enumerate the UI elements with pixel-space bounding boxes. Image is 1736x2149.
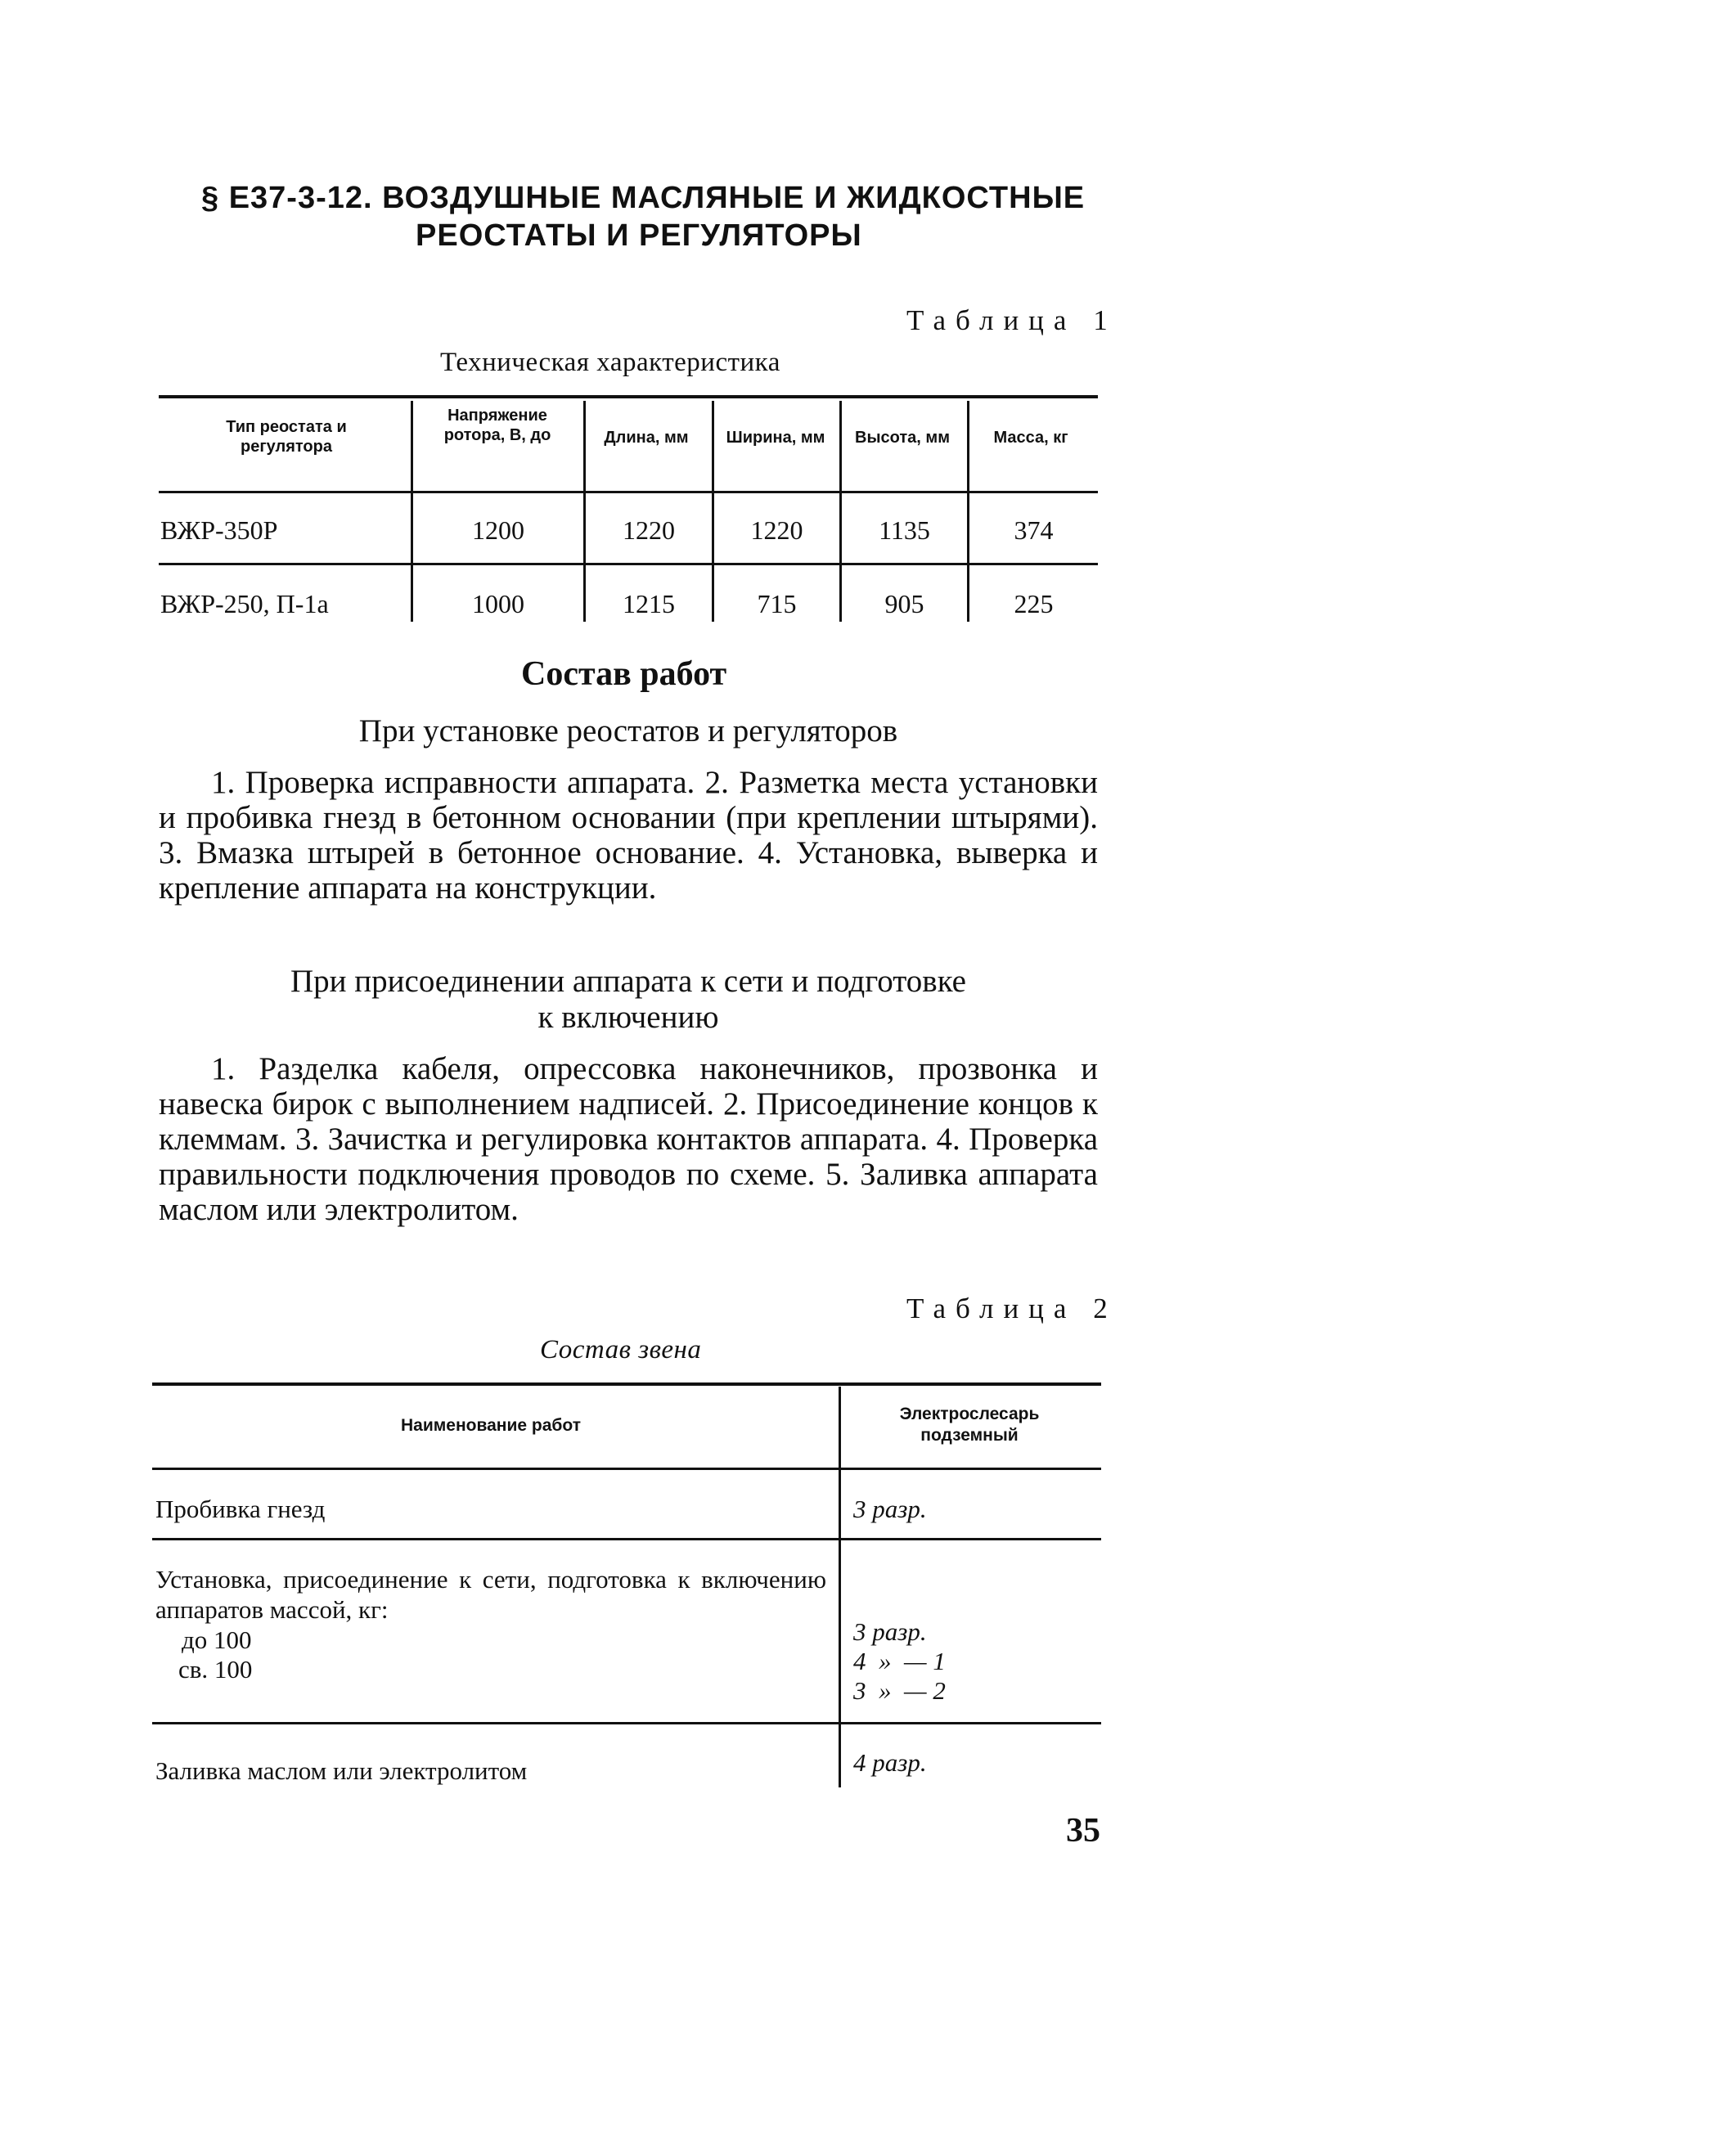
table1-caption: Техническая характеристика [440,348,780,377]
table1-cell-type: ВЖР-250, П-1а [160,589,329,618]
table2-row-rule [152,1538,1101,1540]
paragraph-installation: 1. Проверка исправности аппарата. 2. Разметка места установки и пробивка гнезд в бетонном основании (при креплении штырями). 3. Вмазка штырей в бетонное основание. 4. Установка, выверка и крепление аппарата на конструкции. [159,765,1098,906]
table2-grade: 4 » — 1 [853,1647,946,1675]
subheading-connection-line2: к включению [537,1000,719,1035]
table2-work-filling: Заливка маслом или электролитом [155,1756,528,1785]
table2-work-installation: Установка, присоединение к сети, подготовка к включению аппаратов массой, кг: [155,1565,826,1624]
table2-mass-upto: до 100 [182,1625,252,1654]
table1-header: Тип реостата и регулятора [226,418,347,456]
table1-header-rule [159,491,1098,493]
table1-cell: 374 [1014,515,1054,545]
table2-caption: Состав звена [540,1335,702,1364]
table2-label: Таблица 2 [906,1293,1118,1324]
table1-label: Таблица 1 [906,304,1118,336]
table2-work-drilling: Пробивка гнезд [155,1495,326,1523]
subheading-installation: При установке реостатов и регуляторов [358,713,898,749]
table1-cell: 1135 [879,515,930,545]
table2-mass-over: св. 100 [178,1655,253,1684]
table1-header: Длина, мм [604,429,689,447]
table2-header-rule [152,1468,1101,1470]
table2-grade: 3 разр. [853,1617,927,1646]
table1-header: Высота, мм [855,429,950,447]
table2-grade: 4 разр. [853,1748,927,1777]
table2-grade: 3 разр. [853,1495,927,1523]
table1-cell: 715 [757,589,797,618]
table2-col-divider [839,1387,841,1787]
table2-top-rule [152,1382,1101,1386]
table1-cell: 225 [1014,589,1054,618]
table2-header-work: Наименование работ [401,1416,581,1435]
table1-cell: 1220 [623,515,675,545]
composition-title: Состав работ [521,655,727,693]
table2-grade: 3 » — 2 [853,1676,946,1705]
table1-header: Масса, кг [993,429,1068,447]
table1-row-rule [159,563,1098,565]
subheading-connection-line1: При присоединении аппарата к сети и подготовке [290,964,966,999]
page-number: 35 [1066,1812,1100,1850]
table1-cell: 905 [884,589,924,618]
section-heading-line1: § Е37-3-12. ВОЗДУШНЫЕ МАСЛЯНЫЕ И ЖИДКОСТНЫЕ [201,181,1086,215]
table1-top-rule [159,395,1098,398]
table1-header: Ширина, мм [726,429,825,447]
paragraph-connection: 1. Разделка кабеля, опрессовка наконечников, прозвонка и навеска бирок с выполнением надписей. 2. Присоединение концов к клеммам. 3. Зачистка и регулировка контактов аппарата. 4. Проверка правильности подключения проводов по схеме. 5. Заливка аппарата маслом или электролитом. [159,1051,1098,1227]
section-heading-line2: РЕОСТАТЫ И РЕГУЛЯТОРЫ [416,218,862,253]
table1-cell: 1000 [472,589,524,618]
table2-header-worker: Электрослесарь подземный [899,1405,1040,1445]
table1-cell: 1220 [750,515,803,545]
table1-cell: 1215 [623,589,675,618]
table1-cell-type: ВЖР-350Р [160,515,278,545]
table2-row-rule [152,1722,1101,1724]
table1-header: Напряжение ротора, В, до [443,407,551,444]
table1-cell: 1200 [472,515,524,545]
